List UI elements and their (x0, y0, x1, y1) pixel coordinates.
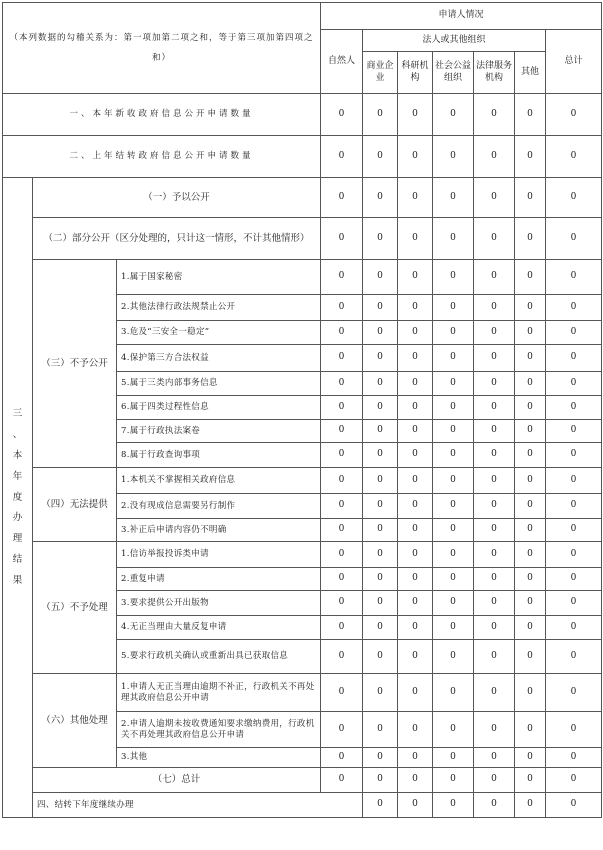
value-cell: 0 (321, 396, 363, 420)
value-cell: 0 (321, 568, 363, 591)
item-label: 1.本机关不掌握相关政府信息 (117, 468, 321, 494)
value-cell: 0 (363, 568, 398, 591)
total-value-cell: 0 (546, 295, 602, 321)
value-cell: 0 (433, 136, 474, 178)
research-header: 科研机构 (398, 52, 433, 94)
value-cell: 0 (474, 542, 515, 568)
item-label: 4.无正当理由大量反复申请 (117, 616, 321, 640)
header-row-1 (3, 3, 602, 30)
value-cell: 0 (398, 260, 433, 295)
legal-service-header: 法律服务机构 (474, 52, 515, 94)
value-cell: 0 (515, 712, 546, 748)
value-cell: 0 (321, 321, 363, 345)
section3-char: 办 (12, 512, 23, 524)
carried-over-label: 二、上年结转政府信息公开申请数量 (3, 136, 321, 178)
value-cell: 0 (433, 674, 474, 712)
total-value-cell: 0 (546, 748, 602, 768)
value-cell: 0 (515, 218, 546, 260)
value-cell: 0 (515, 591, 546, 616)
value-cell: 0 (321, 494, 363, 519)
value-cell: 0 (433, 768, 474, 793)
value-cell: 0 (433, 443, 474, 468)
value-cell: 0 (363, 591, 398, 616)
value-cell: 0 (515, 321, 546, 345)
item-label: 5.要求行政机关确认或重新出具已获取信息 (117, 640, 321, 674)
section3-label (3, 178, 33, 818)
total-value-cell: 0 (546, 568, 602, 591)
other-header: 其他 (515, 52, 546, 94)
section3-char: 度 (12, 491, 23, 503)
value-cell: 0 (398, 468, 433, 494)
item-label: 3.其他 (117, 748, 321, 768)
value-cell: 0 (363, 494, 398, 519)
value-cell: 0 (515, 542, 546, 568)
total-value-cell: 0 (546, 372, 602, 396)
row-carried-over (3, 136, 602, 178)
value-cell: 0 (363, 748, 398, 768)
value-cell: 0 (363, 345, 398, 372)
row-new-requests (3, 94, 602, 136)
value-cell: 0 (363, 793, 398, 818)
value-cell: 0 (398, 640, 433, 674)
total-value-cell: 0 (546, 443, 602, 468)
item-label: 3.危及“三安全一稳定” (117, 321, 321, 345)
value-cell: 0 (433, 748, 474, 768)
applicant-header: 申请人情况 (321, 3, 602, 30)
value-cell: 0 (515, 616, 546, 640)
value-cell: 0 (433, 420, 474, 443)
value-cell: 0 (474, 345, 515, 372)
unable-label: （四）无法提供 (33, 468, 117, 542)
item-label: 2.没有现成信息需要另行制作 (117, 494, 321, 519)
value-cell: 0 (363, 321, 398, 345)
value-cell: 0 (363, 396, 398, 420)
value-cell: 0 (321, 260, 363, 295)
value-cell: 0 (363, 616, 398, 640)
row-disclosed (3, 178, 602, 218)
section3-char: 理 (12, 533, 23, 545)
value-cell: 0 (321, 94, 363, 136)
item-label: 8.属于行政查询事项 (117, 443, 321, 468)
total-value-cell: 0 (546, 494, 602, 519)
value-cell: 0 (474, 420, 515, 443)
value-cell: 0 (474, 468, 515, 494)
not-processed-label: （五）不予处理 (33, 542, 117, 674)
value-cell: 0 (433, 372, 474, 396)
total-value-cell: 0 (546, 712, 602, 748)
value-cell: 0 (515, 420, 546, 443)
value-cell: 0 (433, 468, 474, 494)
total-value-cell: 0 (546, 640, 602, 674)
row-not-disclosed-item (3, 260, 602, 295)
value-cell: 0 (433, 295, 474, 321)
value-cell: 0 (515, 568, 546, 591)
value-cell: 0 (363, 640, 398, 674)
value-cell: 0 (321, 616, 363, 640)
table-body (3, 3, 602, 818)
value-cell: 0 (398, 591, 433, 616)
value-cell: 0 (433, 542, 474, 568)
section3-char: 本 (12, 449, 23, 461)
value-cell: 0 (363, 674, 398, 712)
total-value-cell: 0 (546, 420, 602, 443)
value-cell: 0 (398, 542, 433, 568)
value-cell: 0 (321, 674, 363, 712)
item-label: 3.要求提供公开出版物 (117, 591, 321, 616)
row-subtotal (3, 768, 602, 793)
value-cell: 0 (515, 519, 546, 542)
value-cell: 0 (433, 519, 474, 542)
item-label: 2.申请人逾期未按收费通知要求缴纳费用，行政机关不再处理其政府信息公开申请 (117, 712, 321, 748)
value-cell: 0 (433, 616, 474, 640)
value-cell: 0 (474, 494, 515, 519)
total-value-cell: 0 (546, 674, 602, 712)
value-cell: 0 (363, 372, 398, 396)
value-cell: 0 (398, 321, 433, 345)
value-cell: 0 (515, 136, 546, 178)
section3-char: 结 (12, 554, 23, 566)
value-cell: 0 (474, 591, 515, 616)
value-cell: 0 (433, 793, 474, 818)
value-cell: 0 (363, 178, 398, 218)
balance-note: （本列数据的勾稽关系为：第一项加第二项之和，等于第三项加第四项之和） (3, 3, 321, 94)
value-cell: 0 (515, 94, 546, 136)
item-label: 5.属于三类内部事务信息 (117, 372, 321, 396)
value-cell: 0 (433, 94, 474, 136)
value-cell: 0 (321, 295, 363, 321)
total-value-cell: 0 (546, 218, 602, 260)
value-cell: 0 (398, 712, 433, 748)
section3-char: 果 (12, 575, 23, 587)
value-cell: 0 (474, 218, 515, 260)
item-label: 2.重复申请 (117, 568, 321, 591)
value-cell: 0 (433, 260, 474, 295)
value-cell: 0 (474, 372, 515, 396)
item-label: 4.保护第三方合法权益 (117, 345, 321, 372)
value-cell: 0 (515, 468, 546, 494)
item-label: 2.其他法律行政法规禁止公开 (117, 295, 321, 321)
value-cell: 0 (433, 640, 474, 674)
value-cell: 0 (474, 640, 515, 674)
value-cell: 0 (398, 178, 433, 218)
value-cell: 0 (321, 468, 363, 494)
value-cell: 0 (398, 218, 433, 260)
value-cell: 0 (515, 178, 546, 218)
value-cell: 0 (474, 768, 515, 793)
value-cell: 0 (321, 345, 363, 372)
value-cell: 0 (398, 494, 433, 519)
value-cell: 0 (363, 136, 398, 178)
value-cell: 0 (321, 640, 363, 674)
value-cell: 0 (474, 674, 515, 712)
row-unable-item (3, 468, 602, 494)
total-header: 总计 (546, 30, 602, 94)
total-value-cell: 0 (546, 321, 602, 345)
value-cell: 0 (474, 443, 515, 468)
not-disclosed-label: （三）不予公开 (33, 260, 117, 468)
value-cell: 0 (515, 372, 546, 396)
value-cell: 0 (433, 396, 474, 420)
value-cell: 0 (515, 345, 546, 372)
item-label: 1.属于国家秘密 (117, 260, 321, 295)
partial-label: （二）部分公开（区分处理的，只计这一情形，不计其他情形） (33, 218, 321, 260)
value-cell: 0 (398, 519, 433, 542)
total-value-cell: 0 (546, 136, 602, 178)
value-cell: 0 (515, 768, 546, 793)
value-cell: 0 (515, 494, 546, 519)
total-value-cell: 0 (546, 178, 602, 218)
value-cell: 0 (398, 443, 433, 468)
value-cell: 0 (363, 768, 398, 793)
other-handling-label: （六）其他处理 (33, 674, 117, 768)
carry-forward-label: 四、结转下年度继续办理 (33, 793, 363, 818)
value-cell: 0 (321, 420, 363, 443)
value-cell: 0 (515, 748, 546, 768)
value-cell: 0 (398, 136, 433, 178)
legal-group-header: 法人或其他组织 (363, 30, 546, 52)
value-cell: 0 (515, 396, 546, 420)
value-cell: 0 (515, 793, 546, 818)
value-cell: 0 (515, 295, 546, 321)
value-cell: 0 (474, 396, 515, 420)
item-label: 6.属于四类过程性信息 (117, 396, 321, 420)
value-cell: 0 (398, 793, 433, 818)
total-value-cell: 0 (546, 260, 602, 295)
row-carry-forward (3, 793, 602, 818)
value-cell: 0 (321, 178, 363, 218)
value-cell: 0 (433, 321, 474, 345)
value-cell: 0 (321, 591, 363, 616)
section3-char: 年 (12, 470, 23, 482)
value-cell: 0 (363, 420, 398, 443)
value-cell: 0 (363, 542, 398, 568)
value-cell: 0 (321, 768, 363, 793)
value-cell: 0 (433, 591, 474, 616)
value-cell: 0 (321, 519, 363, 542)
value-cell: 0 (515, 260, 546, 295)
new-requests-label: 一、本年新收政府信息公开申请数量 (3, 94, 321, 136)
value-cell: 0 (433, 178, 474, 218)
value-cell: 0 (433, 345, 474, 372)
section3-char: 、 (12, 428, 23, 440)
value-cell: 0 (398, 94, 433, 136)
value-cell: 0 (363, 94, 398, 136)
value-cell: 0 (474, 519, 515, 542)
value-cell: 0 (433, 218, 474, 260)
value-cell: 0 (363, 712, 398, 748)
value-cell: 0 (515, 640, 546, 674)
value-cell: 0 (363, 519, 398, 542)
total-value-cell: 0 (546, 468, 602, 494)
item-label: 1.信访举报投诉类申请 (117, 542, 321, 568)
value-cell: 0 (546, 793, 602, 818)
value-cell: 0 (321, 748, 363, 768)
value-cell: 0 (474, 260, 515, 295)
commercial-header: 商业企业 (363, 52, 398, 94)
subtotal-label: （七）总计 (33, 768, 321, 793)
value-cell: 0 (398, 568, 433, 591)
total-value-cell: 0 (546, 345, 602, 372)
value-cell: 0 (474, 616, 515, 640)
value-cell: 0 (398, 396, 433, 420)
value-cell: 0 (474, 712, 515, 748)
total-value-cell: 0 (546, 768, 602, 793)
value-cell: 0 (515, 443, 546, 468)
value-cell: 0 (515, 674, 546, 712)
value-cell: 0 (433, 494, 474, 519)
value-cell: 0 (474, 178, 515, 218)
value-cell: 0 (398, 768, 433, 793)
disclosed-label: （一）予以公开 (33, 178, 321, 218)
value-cell: 0 (474, 136, 515, 178)
public-welfare-header: 社会公益组织 (433, 52, 474, 94)
value-cell: 0 (398, 748, 433, 768)
total-value-cell: 0 (546, 542, 602, 568)
item-label: 3.补正后申请内容仍不明确 (117, 519, 321, 542)
total-value-cell: 0 (546, 519, 602, 542)
value-cell: 0 (363, 218, 398, 260)
value-cell: 0 (363, 295, 398, 321)
info-disclosure-table (2, 2, 602, 818)
value-cell: 0 (398, 372, 433, 396)
total-value-cell: 0 (546, 591, 602, 616)
value-cell: 0 (363, 260, 398, 295)
item-label: 7.属于行政执法案卷 (117, 420, 321, 443)
value-cell: 0 (363, 468, 398, 494)
value-cell: 0 (398, 420, 433, 443)
value-cell: 0 (474, 568, 515, 591)
value-cell: 0 (363, 443, 398, 468)
value-cell: 0 (398, 295, 433, 321)
value-cell: 0 (474, 793, 515, 818)
total-value-cell: 0 (546, 616, 602, 640)
value-cell: 0 (321, 712, 363, 748)
value-cell: 0 (433, 568, 474, 591)
row-not-processed-item (3, 542, 602, 568)
value-cell: 0 (321, 372, 363, 396)
value-cell: 0 (474, 321, 515, 345)
value-cell: 0 (321, 136, 363, 178)
value-cell: 0 (398, 345, 433, 372)
section3-char: 三 (12, 407, 23, 419)
total-value-cell: 0 (546, 396, 602, 420)
value-cell: 0 (474, 295, 515, 321)
natural-person-header: 自然人 (321, 30, 363, 94)
value-cell: 0 (321, 218, 363, 260)
value-cell: 0 (433, 712, 474, 748)
row-other-handling-item (3, 674, 602, 712)
row-partial (3, 218, 602, 260)
value-cell: 0 (398, 616, 433, 640)
value-cell: 0 (321, 542, 363, 568)
value-cell: 0 (398, 674, 433, 712)
value-cell: 0 (474, 748, 515, 768)
total-value-cell: 0 (546, 94, 602, 136)
value-cell: 0 (321, 443, 363, 468)
item-label: 1.申请人无正当理由逾期不补正，行政机关不再处理其政府信息公开申请 (117, 674, 321, 712)
value-cell: 0 (474, 94, 515, 136)
